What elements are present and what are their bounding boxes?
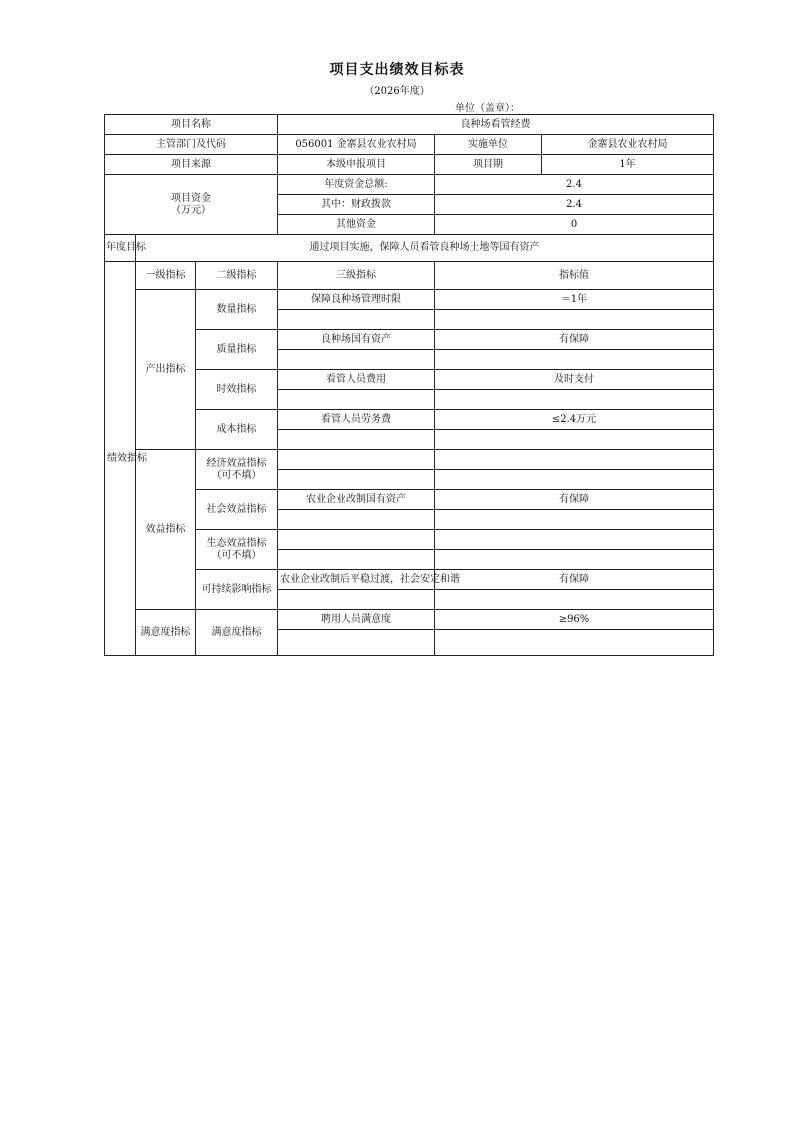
satisfaction-item: 聘用人员满意度 — [278, 610, 435, 630]
satisfaction-sub-label: 满意度指标 — [196, 610, 278, 656]
performance-indicator-label: 绩效指标 — [105, 262, 136, 656]
cost-item: 看管人员劳务费 — [278, 410, 435, 430]
table-row — [105, 450, 714, 470]
unit-stamp-label: 单位（盖章）： — [455, 103, 520, 114]
sustain-value: 有保障 — [435, 570, 714, 590]
impl-value: 金寨县农业农村局 — [542, 135, 714, 155]
table-row — [105, 370, 714, 390]
quality-item: 良种场国有资产 — [278, 330, 435, 350]
impl-label: 实施单位 — [435, 135, 542, 155]
row-project-name — [105, 115, 714, 135]
annual-goal-label: 年度目标 — [105, 235, 136, 262]
performance-table — [104, 114, 714, 656]
table-row — [105, 290, 714, 310]
quality-indicator-label: 质量指标 — [196, 330, 278, 370]
source-label: 项目来源 — [105, 155, 278, 175]
timeliness-value: 及时支付 — [435, 370, 714, 390]
quantity-value: ＝1年 — [435, 290, 714, 310]
timeliness-item: 看管人员费用 — [278, 370, 435, 390]
cost-value: ≤2.4万元 — [435, 410, 714, 430]
sustain-indicator-label: 可持续影响指标 — [196, 570, 278, 610]
timeliness-indicator-label: 时效指标 — [196, 370, 278, 410]
social-item: 农业企业改制国有资产 — [278, 490, 435, 510]
funds-other-value: 0 — [435, 215, 714, 235]
table-row — [105, 530, 714, 550]
table-row — [105, 570, 714, 590]
social-value: 有保障 — [435, 490, 714, 510]
sustain-item: 农业企业改制后平稳过渡，社会安定和谐 — [278, 570, 435, 590]
economic-indicator-label: 经济效益指标 （可不填） — [196, 450, 278, 490]
cost-indicator-label: 成本指标 — [196, 410, 278, 450]
col-level1-header: 一级指标 — [136, 262, 196, 290]
annual-goal-value: 通过项目实施，保障人员看管良种场土地等国有资产 — [136, 235, 714, 262]
funds-other-label: 其他资金 — [278, 215, 435, 235]
funds-label: 项目资金 （万元） — [105, 175, 278, 235]
row-source — [105, 155, 714, 175]
table-row — [105, 330, 714, 350]
satisfaction-value: ≥96% — [435, 610, 714, 630]
project-name-label: 项目名称 — [105, 115, 278, 135]
row-annual-goal — [105, 235, 714, 262]
social-indicator-label: 社会效益指标 — [196, 490, 278, 530]
satisfaction-indicator-label: 满意度指标 — [136, 610, 196, 656]
year-label: （2026年度） — [364, 86, 430, 97]
quality-value: 有保障 — [435, 330, 714, 350]
funds-fiscal-label: 其中：财政拨款 — [278, 195, 435, 215]
col-value-header: 指标值 — [435, 262, 714, 290]
funds-total-value: 2.4 — [435, 175, 714, 195]
funds-fiscal-value: 2.4 — [435, 195, 714, 215]
output-indicator-label: 产出指标 — [136, 290, 196, 450]
benefit-indicator-label: 效益指标 — [136, 450, 196, 610]
dept-value: 056001 金寨县农业农村局 — [278, 135, 435, 155]
period-value: 1年 — [542, 155, 714, 175]
page-title: 项目支出绩效目标表 — [329, 62, 465, 78]
row-department — [105, 135, 714, 155]
col-level2-header: 二级指标 — [196, 262, 278, 290]
col-level3-header: 三级指标 — [278, 262, 435, 290]
row-funds-total — [105, 175, 714, 195]
table-row — [105, 610, 714, 630]
row-indicator-header — [105, 262, 714, 290]
dept-label: 主管部门及代码 — [105, 135, 278, 155]
funds-total-label: 年度资金总额: — [278, 175, 435, 195]
table-row — [105, 490, 714, 510]
period-label: 项目期 — [435, 155, 542, 175]
source-value: 本级申报项目 — [278, 155, 435, 175]
table-row — [105, 410, 714, 430]
quantity-item: 保障良种场管理时限 — [278, 290, 435, 310]
quantity-indicator-label: 数量指标 — [196, 290, 278, 330]
project-name-value: 良种场看管经费 — [278, 115, 714, 135]
ecological-indicator-label: 生态效益指标 （可不填） — [196, 530, 278, 570]
